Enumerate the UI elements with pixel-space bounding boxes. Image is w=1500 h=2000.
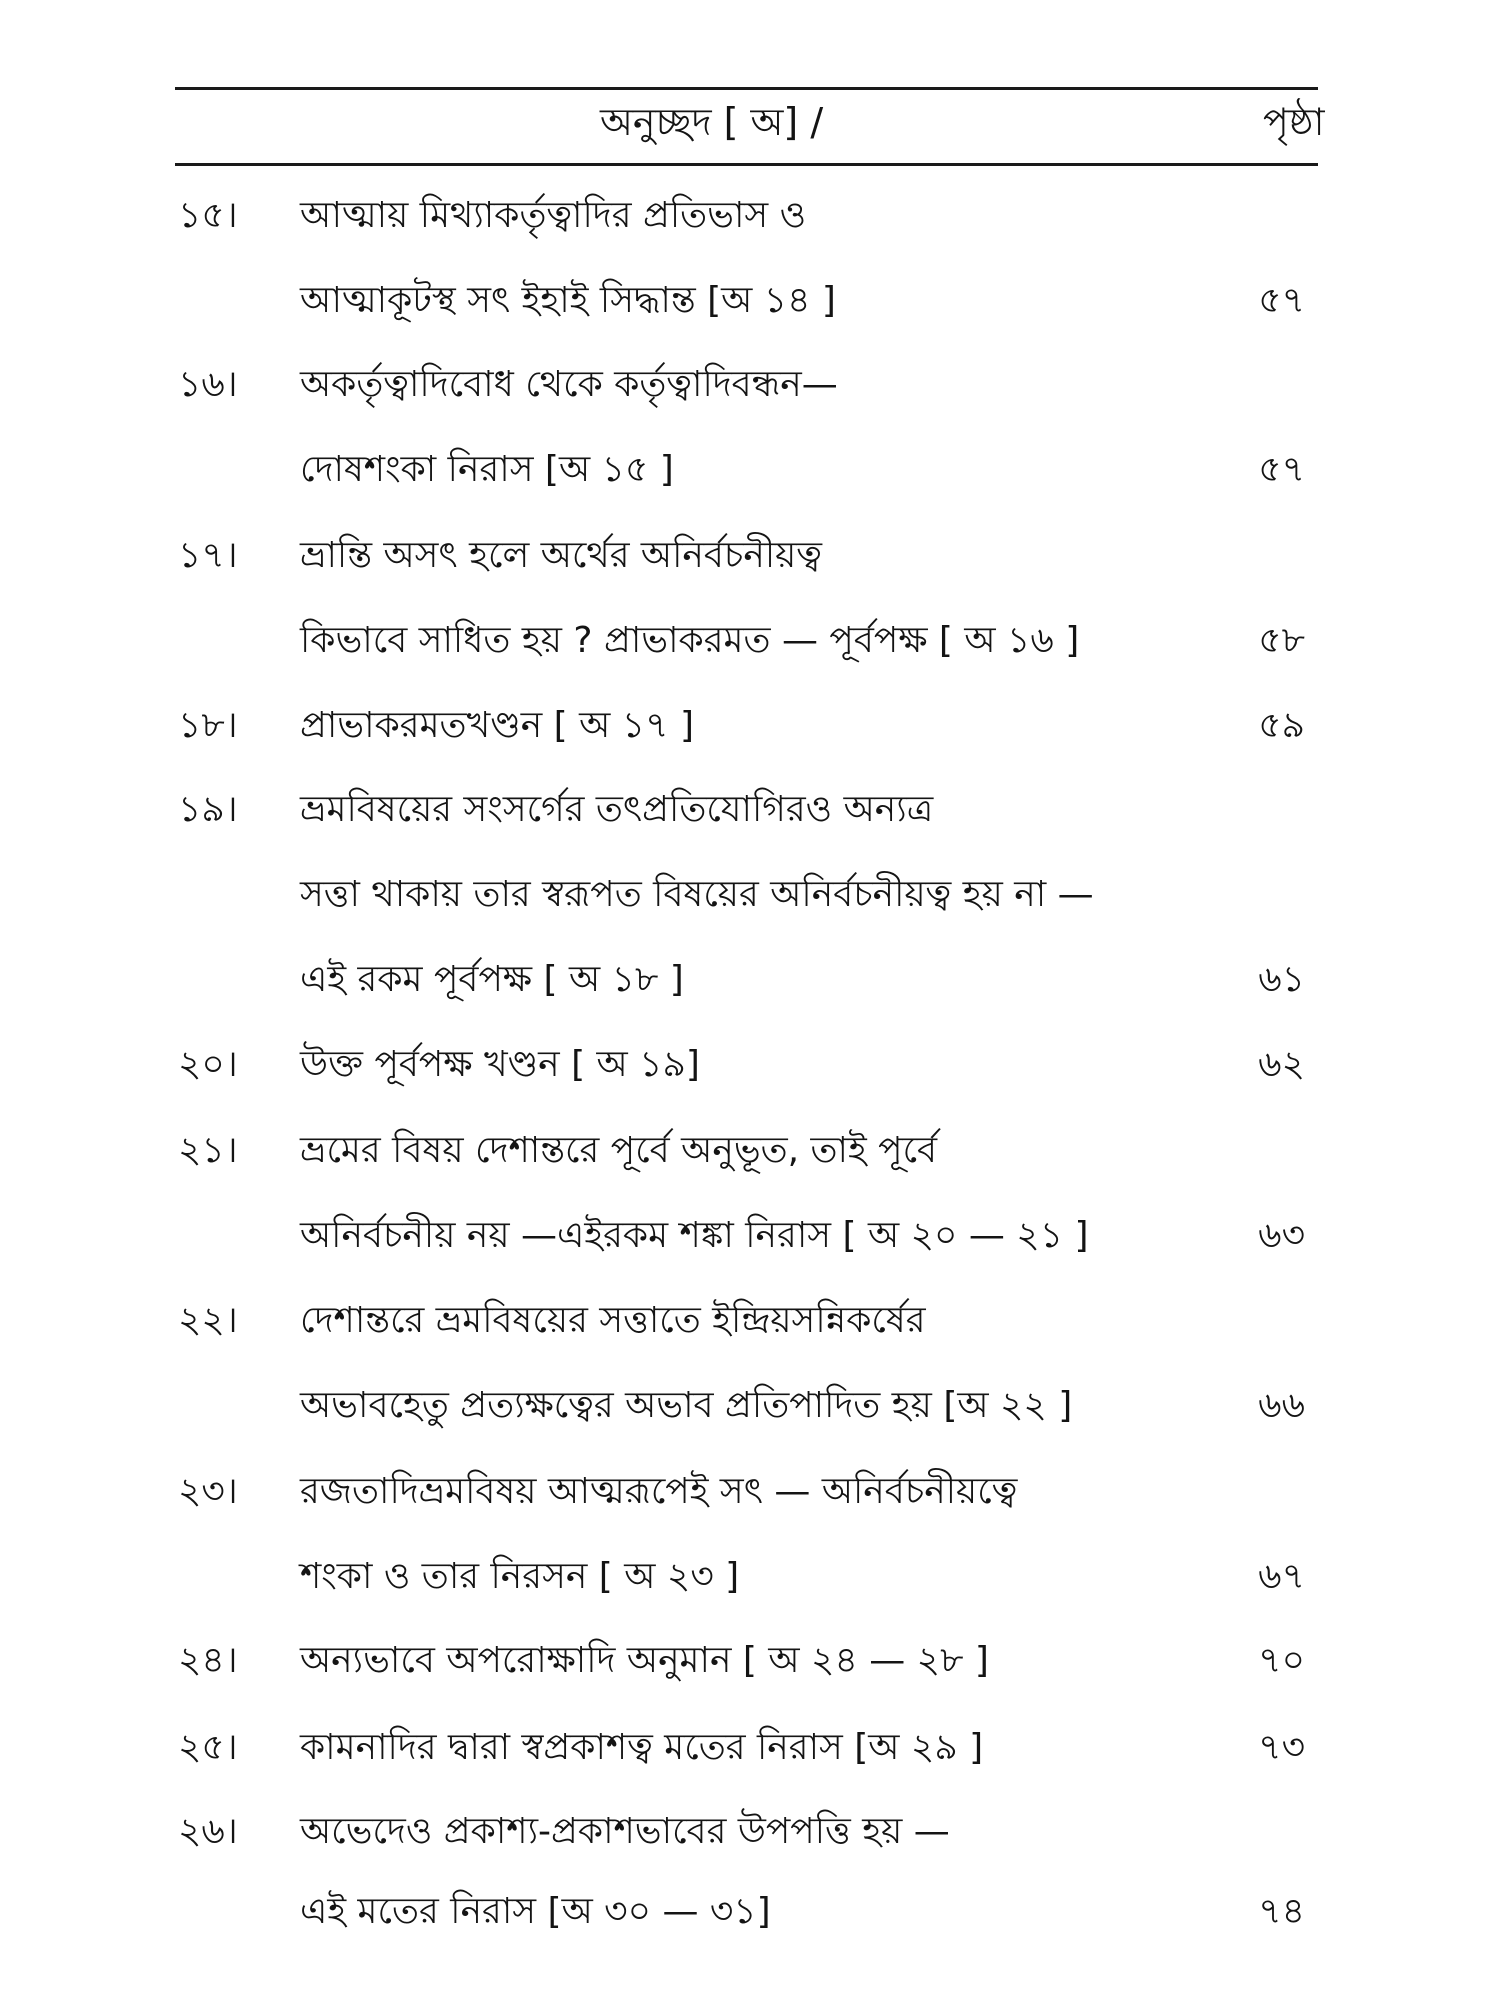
- entry-page: ৭০: [1258, 1640, 1305, 1681]
- entry-number: ২৫।: [178, 1727, 238, 1768]
- entry-text-line: এই রকম পূর্বপক্ষ [ অ ১৮ ]: [300, 959, 684, 1000]
- header-bottom-rule: [175, 163, 1318, 166]
- entry-text-line: কামনাদির দ্বারা স্বপ্রকাশত্ব মতের নিরাস [অ ২৯ ]: [300, 1727, 984, 1768]
- column-header-section: অনুচ্ছদ [ অ] /: [600, 100, 824, 144]
- entry-page: ৬৭: [1258, 1556, 1305, 1597]
- entry-number: ১৭।: [178, 535, 238, 576]
- entry-page: ৭৩: [1258, 1727, 1305, 1768]
- entry-text-line: আত্মাকূটস্থ সৎ ইহাই সিদ্ধান্ত [অ ১৪ ]: [300, 280, 836, 321]
- entry-page: ৭৪: [1258, 1891, 1305, 1932]
- entry-page: ৬১: [1258, 959, 1305, 1000]
- entry-text-line: অকর্তৃত্বাদিবোধ থেকে কর্তৃত্বাদিবন্ধন—: [300, 364, 838, 405]
- entry-text-line: অন্যভাবে অপরোক্ষাদি অনুমান [ অ ২৪ — ২৮ ]: [300, 1640, 989, 1681]
- entry-number: ২৪।: [178, 1640, 238, 1681]
- entry-number: ১৫।: [178, 195, 238, 236]
- entry-text-line: আত্মায় মিথ্যাকর্তৃত্বাদির প্রতিভাস ও: [300, 195, 807, 236]
- entry-text-line: দোষশংকা নিরাস [অ ১৫ ]: [300, 449, 674, 490]
- entry-number: ২১।: [178, 1130, 238, 1171]
- column-header-page: পৃষ্ঠা: [1263, 100, 1325, 144]
- entry-number: ১৮।: [178, 705, 238, 746]
- entry-text-line: প্রাভাকরমতখণ্ডন [ অ ১৭ ]: [300, 705, 695, 746]
- entry-text-line: অভেদেও প্রকাশ্য-প্রকাশভাবের উপপত্তি হয় —: [300, 1811, 950, 1852]
- entry-text-line: দেশান্তরে ভ্রমবিষয়ের সত্তাতে ইন্দ্রিয়সন্নিকর্ষের: [300, 1300, 926, 1341]
- entry-page: ৫৭: [1258, 280, 1305, 321]
- header-top-rule: [175, 87, 1318, 90]
- entry-text-line: কিভাবে সাধিত হয় ? প্রাভাকরমত — পূর্বপক্ষ [ অ ১৬ ]: [300, 620, 1080, 661]
- entry-text-line: এই মতের নিরাস [অ ৩০ — ৩১]: [300, 1891, 771, 1932]
- entry-text-line: উক্ত পূর্বপক্ষ খণ্ডন [ অ ১৯]: [300, 1044, 700, 1085]
- entry-number: ২৩।: [178, 1471, 238, 1512]
- entry-text-line: সত্তা থাকায় তার স্বরূপত বিষয়ের অনির্বচনীয়ত্ব হয় না —: [300, 874, 1094, 915]
- entry-text-line: ভ্রমবিষয়ের সংসর্গের তৎপ্রতিযোগিরও অন্যত্র: [300, 789, 934, 830]
- entry-page: ৬২: [1258, 1044, 1305, 1085]
- entry-text-line: ভ্রমের বিষয় দেশান্তরে পূর্বে অনুভূত, তাই পূর্বে: [300, 1130, 938, 1171]
- entry-text-line: শংকা ও তার নিরসন [ অ ২৩ ]: [300, 1556, 740, 1597]
- entry-text-line: অনির্বচনীয় নয় —এইরকম শঙ্কা নিরাস [ অ ২০ — ২১ ]: [300, 1215, 1089, 1256]
- entry-page: ৬৬: [1258, 1385, 1305, 1426]
- entry-number: ১৯।: [178, 789, 238, 830]
- entry-number: ২৬।: [178, 1811, 238, 1852]
- entry-page: ৫৯: [1258, 705, 1305, 746]
- entry-page: ৫৮: [1258, 620, 1305, 661]
- entry-text-line: রজতাদিভ্রমবিষয় আত্মরূপেই সৎ — অনির্বচনীয়ত্বে: [300, 1471, 1018, 1512]
- entry-page: ৬৩: [1258, 1215, 1305, 1256]
- entry-text-line: অভাবহেতু প্রত্যক্ষত্বের অভাব প্রতিপাদিত হয় [অ ২২ ]: [300, 1385, 1073, 1426]
- entry-number: ১৬।: [178, 364, 238, 405]
- entry-number: ২০।: [178, 1044, 238, 1085]
- entry-text-line: ভ্রান্তি অসৎ হলে অর্থের অনির্বচনীয়ত্ব: [300, 535, 822, 576]
- entry-page: ৫৭: [1258, 449, 1305, 490]
- entry-number: ২২।: [178, 1300, 238, 1341]
